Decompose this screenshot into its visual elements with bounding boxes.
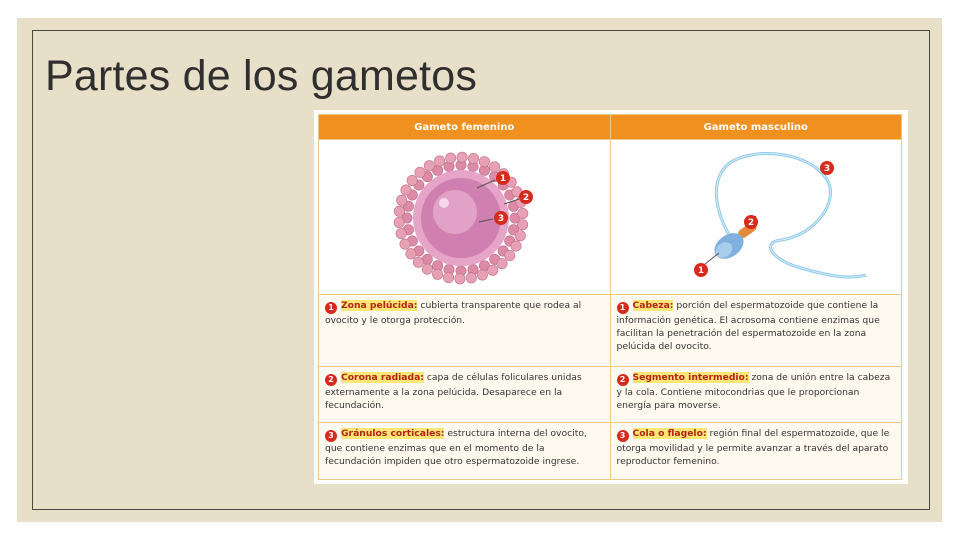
corona-cell [489,162,499,172]
corona-cell [466,273,476,283]
corona-cell [397,195,407,205]
corona-cell [517,220,527,230]
female-part-2: 2 Corona radiada: capa de células foliculares unidas externamente a la zona pelúcida. Desaparece en la fecundación. [319,366,611,423]
corona-cell [407,175,417,185]
corona-cell [394,206,404,216]
corona-cell [396,228,406,238]
header-male: Gameto masculino [610,115,902,140]
corona-cell [468,153,478,163]
corona-cell [400,239,410,249]
corona-cell [394,217,404,227]
corona-cell [443,272,453,282]
corona-cell [446,153,456,163]
male-part-1: 1 Cabeza: porción del espermatozoide que contiene la información genética. El acrosoma contiene enzimas que facilitan la penetración del espermatozoide en la zona pelúcida del ovocito. [610,295,902,367]
sperm-tail-highlight [716,153,866,277]
corona-cell [477,270,487,280]
svg-text:2: 2 [747,218,754,228]
corona-cell [432,269,442,279]
corona-cell [479,157,489,167]
corona-cell [434,156,444,166]
male-part-2: 2 Segmento intermedio: zona de unión entre la cabeza y la cola. Contiene mitocondrias que le proporcionan energía para moverse. [610,366,902,423]
corona-cell [455,274,465,284]
marker-male-3 [820,161,834,175]
ovocyte-highlight [433,190,477,234]
marker-male-1 [694,253,719,277]
corona-cell [424,161,434,171]
svg-text:1: 1 [499,174,507,184]
header-female: Gameto femenino [319,115,611,140]
corona-cell [518,208,528,218]
female-part-1: 1 Zona pelúcida: cubierta transparente que rodea al ovocito y le otorga protección. [319,295,611,367]
slide-title: Partes de los gametos [45,52,478,100]
male-gamete-image-cell [610,140,902,295]
corona-cell [415,167,425,177]
marker-male-2 [744,215,758,229]
female-gamete-image-cell [319,140,611,295]
corona-cell [505,250,515,260]
female-part-3: 3 Gránulos corticales: estructura interna del ovocito, que contiene enzimas que en el momento de la fecundación impiden que otro espermatozoide ingrese. [319,423,611,480]
corona-cell [401,185,411,195]
corona-cell [406,249,416,259]
corona-cell [457,152,467,162]
corona-cell [511,241,521,251]
svg-text:3: 3 [497,214,505,224]
sperm-tail [716,153,866,277]
ovocyte-nucleus [439,198,449,208]
male-part-3: 3 Cola o flagelo: región final del espermatozoide, que le otorga movilidad y le permite avanzar a través del aparato reproductor femenino. [610,423,902,480]
svg-text:3: 3 [823,164,830,174]
corona-cell [515,231,525,241]
corona-cell [413,257,423,267]
gametes-figure [314,110,908,484]
corona-cell [422,264,432,274]
svg-text:1: 1 [697,266,704,276]
corona-cell [488,265,498,275]
sperm-illustration [611,140,901,290]
ovocyte-illustration [319,140,609,290]
svg-text:2: 2 [522,193,530,203]
gametes-table [318,114,902,480]
corona-cell [497,258,507,268]
